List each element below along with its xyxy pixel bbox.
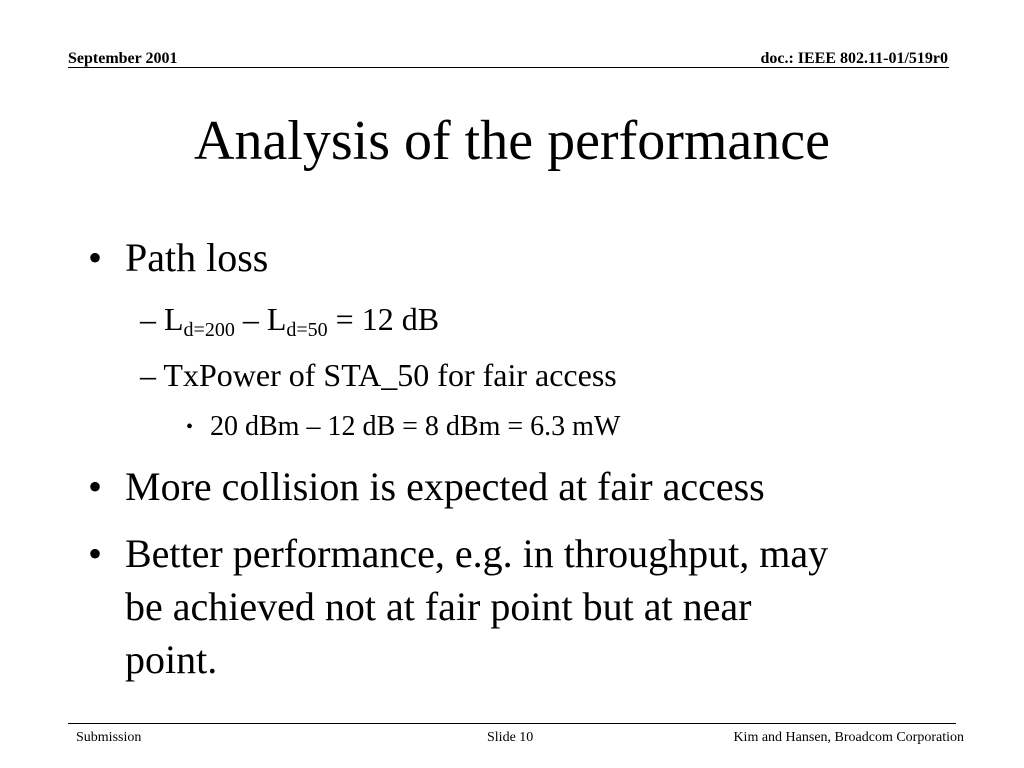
sub-bullet-path-loss-difference (140, 299, 439, 339)
footer-slide-number: Slide 10 (487, 730, 534, 745)
bullet-performance-line-1: Better performance, e.g. in throughput, may (125, 531, 829, 576)
header-doc-id: doc.: IEEE 802.11-01/519r0 (760, 50, 948, 67)
sub-sub-bullet-text: 20 dBm – 12 dB = 8 dBm = 6.3 mW (210, 411, 621, 442)
subscript-d200: d=200 (183, 319, 235, 341)
bullet-marker: • (88, 235, 103, 280)
slide-title: Analysis of the performance (194, 110, 830, 172)
sub-bullet-text-part: – L (140, 301, 184, 337)
sub-bullet-text-part: = 12 dB (327, 301, 440, 337)
sub-bullet-text-part: – L (234, 301, 287, 337)
bullet-marker: • (186, 416, 194, 438)
footer-divider (68, 723, 956, 724)
bullet-path-loss-text: Path loss (125, 235, 269, 280)
footer-submission: Submission (76, 730, 142, 745)
bullet-collision-text: More collision is expected at fair access (125, 464, 765, 509)
subscript-d50: d=50 (286, 319, 328, 341)
footer-authors: Kim and Hansen, Broadcom Corporation (733, 730, 964, 745)
bullet-marker: • (88, 531, 103, 576)
bullet-performance-line-2: be achieved not at fair point but at near (125, 584, 752, 629)
sub-bullet-txpower: – TxPower of STA_50 for fair access (140, 357, 617, 393)
header-date: September 2001 (68, 50, 178, 67)
bullet-marker: • (88, 464, 103, 509)
bullet-performance-line-3: point. (125, 637, 218, 682)
